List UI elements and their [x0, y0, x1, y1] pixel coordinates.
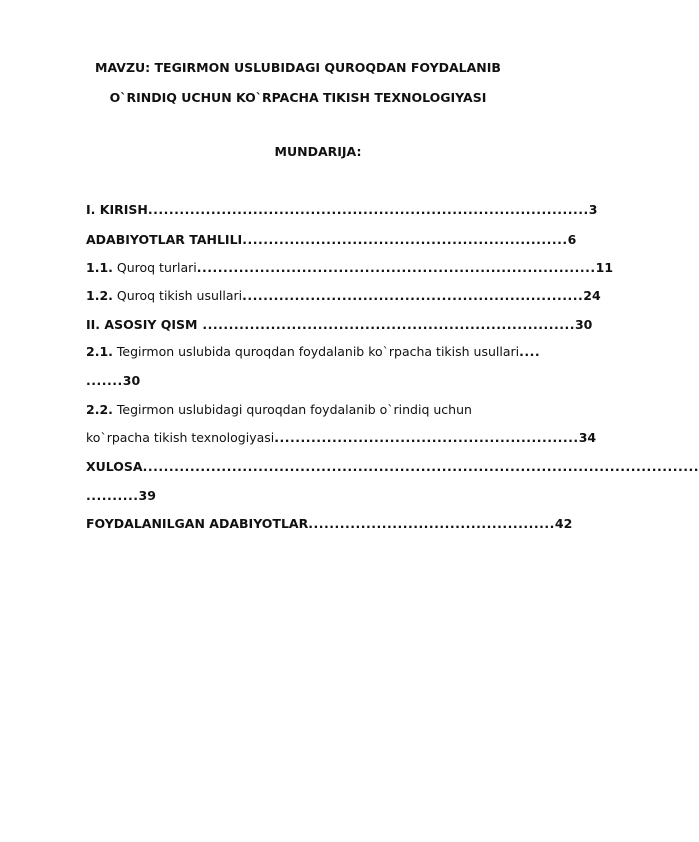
toc-entry-tegirmon-usullari — [86, 344, 540, 359]
toc-page-number: 11 — [595, 260, 614, 275]
toc-page-number: 30 — [122, 373, 141, 388]
toc-leader-dots: ................................................................. — [242, 288, 584, 303]
toc-page-number: 6 — [567, 232, 577, 247]
toc-page-number: 39 — [138, 488, 156, 503]
toc-entry-foydalanilgan-adabiyotlar — [86, 516, 572, 531]
toc-label: I. KIRISH — [86, 202, 148, 217]
toc-entry-xulosa — [86, 459, 699, 474]
document-title-line-2: O`RINDIQ UCHUN KO`RPACHA TIKISH TEXNOLOGIYASI — [109, 90, 487, 105]
toc-section-number: 1.2. — [86, 288, 113, 303]
toc-page-number: 24 — [583, 288, 601, 303]
toc-leader-dots: .................................................................................... — [147, 202, 589, 217]
toc-label: II. ASOSIY QISM — [86, 317, 198, 332]
toc-entry-tegirmon-usullari-continued — [86, 373, 140, 388]
toc-label: Tegirmon uslubida quroqdan foydalanib ko`rpacha tikish usullari — [112, 344, 520, 359]
toc-leader-dots: .......... — [86, 488, 139, 503]
document-title-line-1: MAVZU: TEGIRMON USLUBIDAGI QUROQDAN FOYDALANIB — [95, 60, 501, 75]
toc-section-number: 1.1. — [86, 260, 113, 275]
toc-entry-quroq-tikish-usullari — [86, 288, 601, 303]
toc-label: Tegirmon uslubidagi quroqdan foydalanib o`rindiq uchun — [112, 402, 472, 417]
toc-section-number: 2.1. — [86, 344, 113, 359]
toc-leader-dots: .......................................................................................................... — [142, 459, 699, 474]
toc-leader-dots: ............................................... — [308, 516, 555, 531]
toc-label: Quroq tikish usullari — [112, 288, 243, 303]
toc-entry-xulosa-continued — [86, 488, 156, 503]
contents-heading: MUNDARIJA: — [274, 144, 362, 159]
toc-leader-dots: ....................................................................... — [197, 317, 575, 332]
toc-label: ADABIYOTLAR TAHLILI — [86, 232, 243, 247]
toc-entry-asosiy-qism — [86, 317, 592, 332]
toc-page-number: 3 — [588, 202, 598, 217]
toc-entry-tikish-texnologiyasi-continued — [86, 430, 596, 445]
toc-label: Quroq turlari — [112, 260, 197, 275]
toc-entry-quroq-turlari — [86, 260, 613, 275]
toc-leader-dots: ............................................................................ — [196, 260, 596, 275]
toc-leader-dots: .... — [519, 344, 541, 359]
toc-page-number: 42 — [554, 516, 573, 531]
toc-label: ko`rpacha tikish texnologiyasi — [86, 430, 275, 445]
toc-entry-tikish-texnologiyasi — [86, 402, 472, 417]
toc-section-number: 2.2. — [86, 402, 113, 417]
toc-entry-kirish — [86, 202, 597, 217]
toc-page-number: 34 — [578, 430, 597, 445]
toc-leader-dots: ....... — [86, 373, 123, 388]
toc-label: XULOSA — [86, 459, 143, 474]
toc-leader-dots: .......................................................... — [274, 430, 579, 445]
toc-entry-adabiyotlar-tahlili — [86, 232, 576, 247]
toc-label: FOYDALANILGAN ADABIYOTLAR — [86, 516, 309, 531]
toc-page-number: 30 — [574, 317, 593, 332]
toc-leader-dots: .............................................................. — [242, 232, 568, 247]
